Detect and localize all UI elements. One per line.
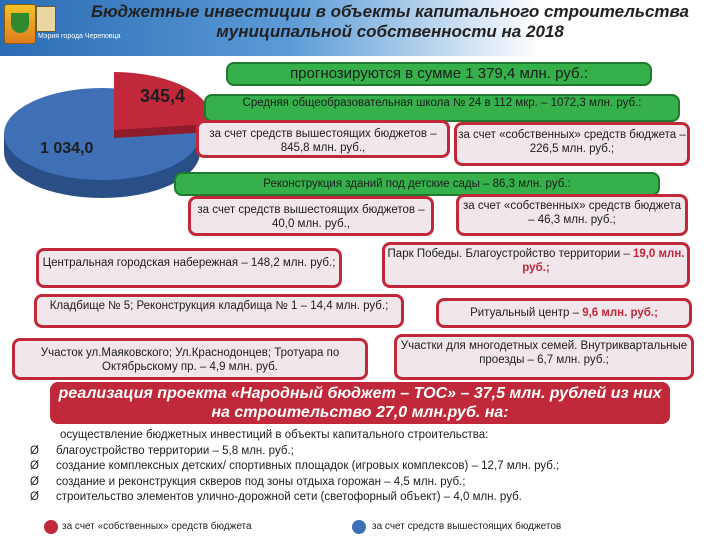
cemetery-box — [34, 294, 404, 328]
legend-higher-label: за счет средств вышестоящих бюджетов — [372, 521, 562, 532]
arrow-bullet-icon: Ø — [30, 460, 39, 472]
arrow-bullet-icon: Ø — [30, 475, 39, 488]
legend-higher-swatch — [352, 520, 366, 534]
victory-park-text: Парк Победы. Благоустройство территории – — [387, 248, 633, 260]
coat-of-arms-icon — [4, 4, 36, 44]
victory-park-box — [382, 242, 690, 288]
street-text: Участок ул.Маяковского; Ул.Краснодонцев; Тротуара по Октябрьскому пр. – 4,9 млн. руб. — [40, 347, 340, 373]
kinder-higher-text: за счет средств вышестоящих бюджетов – 40,0 млн. руб., — [197, 204, 425, 230]
kinder-box — [174, 172, 660, 196]
embankment-text: Центральная городская набережная – 148,2 млн. руб.; — [42, 257, 336, 269]
street-box — [12, 338, 368, 380]
arrow-bullet-icon: Ø — [30, 491, 39, 503]
people-budget-text: реализация проекта «Народный бюджет – ТОС» – 37,5 млн. рублей из них на строительство 27,0 млн.руб. на: — [58, 385, 662, 421]
list-item — [30, 490, 710, 506]
ritual-box — [436, 298, 692, 328]
bullet-text: создание и реконструкция скверов под зоны отдыха горожан – 4,5 млн. руб.; — [56, 475, 466, 488]
kinder-text: Реконструкция зданий под детские сады – 86,3 млн. руб.: — [263, 178, 571, 190]
school-own-text: за счет «собственных» средств бюджета – 226,5 млн. руб.; — [458, 129, 686, 155]
bullet-text: строительство элементов улично-дорожной сети (светофорный объект) – 4,0 млн. руб. — [56, 491, 522, 503]
pie-label-own: 345,4 — [140, 86, 186, 106]
families-text: Участки для многодетных семей. Внутриквартальные проезды – 6,7 млн. руб.; — [400, 340, 688, 366]
page-title: Бюджетные инвестиции в объекты капитального строительства муниципальной собственности на 2018 — [90, 2, 690, 41]
kinder-own-text: за счет «собственных» средств бюджета – 46,3 млн. руб.; — [462, 200, 681, 226]
victory-park-value: 19,0 млн. руб.; — [522, 248, 685, 274]
school-higher-box — [196, 120, 450, 158]
brand-label: Мэрия города Череповца — [38, 33, 121, 40]
bullet-list — [30, 428, 710, 506]
cemetery-text: Кладбище № 5; Реконструкция кладбища № 1 – 14,4 млн. руб.; — [49, 300, 389, 312]
bullet-text: благоустройство территории – 5,8 млн. руб.; — [56, 444, 294, 457]
legend-own-label: за счет «собственных» средств бюджета — [62, 521, 252, 532]
legend-own-swatch — [44, 520, 58, 534]
arrow-bullet-icon: Ø — [30, 444, 39, 457]
school-box — [204, 94, 680, 122]
list-item — [30, 459, 710, 475]
school-own-box — [454, 122, 690, 166]
embankment-box — [36, 248, 342, 288]
people-budget-box — [50, 382, 670, 424]
pie-label-higher: 1 034,0 — [40, 140, 94, 157]
families-box — [394, 334, 694, 380]
forecast-text: прогнозируются в сумме 1 379,4 млн. руб.: — [290, 65, 588, 82]
school-higher-text: за счет средств вышестоящих бюджетов – 845,8 млн. руб., — [209, 128, 437, 154]
bullet-text: создание комплексных детских/ спортивных площадок (игровых комплексов) – 12,7 млн. руб.; — [56, 460, 560, 472]
bullet-intro: осуществление бюджетных инвестиций в объекты капитального строительства: — [60, 429, 489, 441]
kinder-own-box — [456, 194, 688, 236]
kinder-higher-box — [188, 196, 434, 236]
list-item — [30, 475, 710, 491]
list-item — [30, 444, 710, 460]
school-text: Средняя общеобразовательная школа № 24 в 112 мкр. – 1072,3 млн. руб.: — [242, 97, 642, 109]
forecast-box — [226, 62, 652, 86]
ritual-value: 9,6 млн. руб.; — [582, 307, 658, 319]
ritual-text: Ритуальный центр – — [470, 307, 583, 319]
city-emblem-icon — [36, 6, 56, 32]
